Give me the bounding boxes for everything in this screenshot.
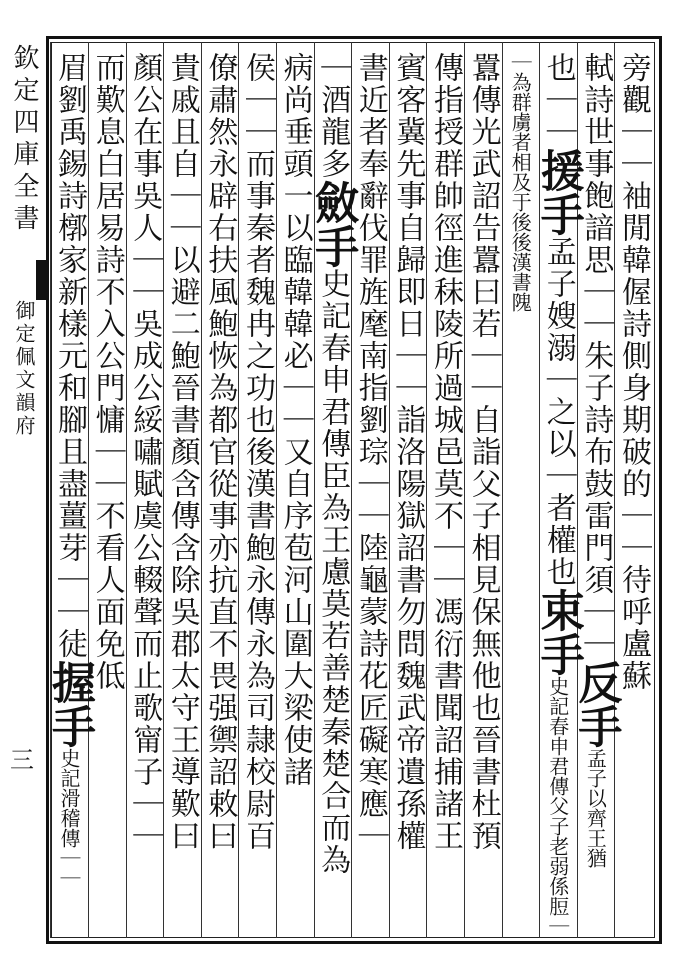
body-text: 貴戚且自｜｜以避二鮑晉書顏含傳含除吳郡太守王導歎曰 <box>164 52 200 852</box>
body-text: 僚肅然永辟右扶風鮑恢為都官從事亦抗直不畏强禦詔敕曰 <box>202 52 238 852</box>
margin-title: 欽定四庫全書 <box>9 44 39 236</box>
annotation: 史記春申君傳父子老弱係脰｜ <box>545 676 570 936</box>
text-column <box>164 52 200 932</box>
body-text: 侯｜｜而事秦者魏冉之功也後漢書鮑永傳永為司隷校尉百 <box>239 52 275 852</box>
body-text: 賓客冀先事自歸即日｜｜詣洛陽獄詔書勿問魏武帝遺孫權 <box>390 52 426 852</box>
text-column <box>390 52 426 932</box>
text-column <box>277 52 313 932</box>
text-column <box>202 52 238 932</box>
text-column <box>89 52 125 932</box>
text-column <box>427 52 463 932</box>
body-text: 孟子嫂溺｜之以｜者權也 <box>540 236 576 588</box>
body-text: 書近者奉辭伐罪旌麾南指劉琮｜｜陸龜蒙詩花匠礙寒應｜ <box>352 52 388 852</box>
text-column <box>615 52 651 932</box>
margin-page-number: 三 <box>10 746 34 774</box>
headword: 握手 <box>43 660 95 748</box>
body-text: 顏公在事吳人｜｜吳成公綏嘯賦虞公輟聲而止歌甯子｜｜ <box>127 52 163 852</box>
text-column <box>43 52 95 932</box>
annotation: 史記滑稽傳｜｜ <box>56 748 81 888</box>
body-text: 旁觀｜｜袖閒韓偓詩側身期破的｜｜待呼盧蘇 <box>615 52 651 692</box>
body-text: 傳指授群帥徑進秣陵所過城邑莫不｜｜馮衍書聞詔捕諸王 <box>427 52 463 852</box>
body-text: ｜酒龍多 <box>315 52 351 180</box>
body-text: 而歎息白居易詩不入公門慵｜｜不看人面免低 <box>89 52 125 692</box>
text-column <box>465 52 501 932</box>
body-text: ｜｜ <box>540 84 576 148</box>
margin-bar <box>36 260 48 300</box>
headword: 斂手 <box>307 180 359 268</box>
headword: 束手 <box>532 588 584 676</box>
margin-subtitle: 御定佩文韻府 <box>12 300 36 438</box>
headword: 反手 <box>570 660 622 748</box>
annotation: 孟子以齊王猶 <box>583 748 608 868</box>
headword: 援手 <box>532 148 584 236</box>
body-text: 病尚垂頭一以臨韓韓必｜｜又自序苞河山圍大梁使諸 <box>277 52 313 788</box>
text-column <box>127 52 163 932</box>
annotation: ｜為群虜者相及于後後漢書隗 <box>508 52 533 312</box>
text-column <box>503 52 539 932</box>
body-text: 史記春申君傳臣為王慮莫若善楚秦楚合而為 <box>315 268 351 876</box>
body-text: 眉劉禹錫詩槨家新樣元和腳且盡薑芽｜｜徒 <box>51 52 87 660</box>
body-text: 也 <box>540 52 576 84</box>
body-text: 囂傳光武詔告囂曰若｜｜自詣父子相見保無他也晉書杜預 <box>465 52 501 852</box>
body-text: 軾詩世事飽諳思｜｜朱子詩布鼓雷門須｜｜ <box>578 52 614 660</box>
text-column <box>239 52 275 932</box>
text-column <box>307 52 359 932</box>
text-column <box>532 52 584 936</box>
